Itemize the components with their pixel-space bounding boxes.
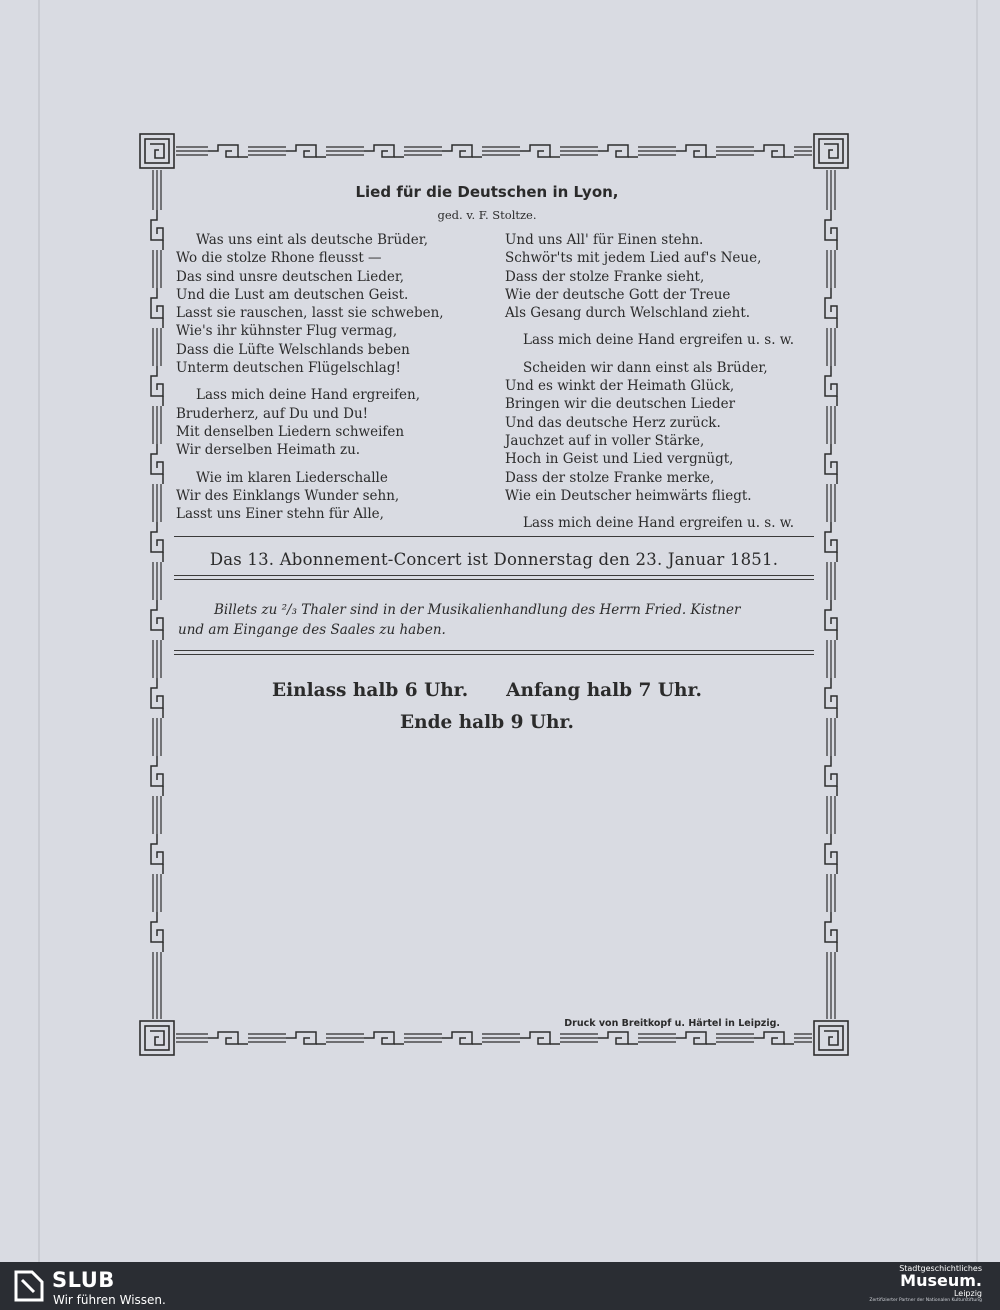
schedule xyxy=(160,675,814,739)
slub-name[interactable]: SLUB xyxy=(52,1268,115,1292)
poem-line: Und es winkt der Heimath Glück, xyxy=(505,378,735,395)
poem-line: Wie im klaren Liederschalle xyxy=(196,469,388,486)
concert-announcement: Das 13. Abonnement-Concert ist Donnerstag den 23. Januar 1851. xyxy=(209,550,779,569)
poem-line: Wo die stolze Rhone fleusst — xyxy=(176,250,382,267)
poem-refrain: Lass mich deine Hand ergreifen u. s. w. xyxy=(523,332,795,349)
double-divider xyxy=(174,575,814,580)
poem-right-column xyxy=(505,231,815,532)
ticket-info-line: Billets zu ²/₃ Thaler sind in der Musikalienhandlung des Herrn Fried. Kistner xyxy=(214,602,741,618)
poem-line: Dass der stolze Franke merke, xyxy=(505,469,715,486)
end-time: Ende halb 9 Uhr. xyxy=(400,712,574,733)
poem-author: ged. v. F. Stoltze. xyxy=(437,208,537,222)
printer-imprint: Druck von Breitkopf u. Härtel in Leipzig. xyxy=(564,1018,780,1029)
paper-fold xyxy=(976,0,978,1262)
slub-tagline: Wir führen Wissen. xyxy=(53,1293,166,1307)
poem-line: Lass mich deine Hand ergreifen, xyxy=(196,387,421,404)
poem-line: Wie der deutsche Gott der Treue xyxy=(505,286,731,303)
poem-line: Jauchzet auf in voller Stärke, xyxy=(505,432,705,449)
divider xyxy=(174,536,814,537)
museum-top-text: Stadtgeschichtliches xyxy=(899,1264,982,1273)
start-time: Anfang halb 7 Uhr. xyxy=(506,680,702,701)
poem-line: Dass der stolze Franke sieht, xyxy=(505,268,705,285)
poem-line: Scheiden wir dann einst als Brüder, xyxy=(523,359,768,376)
poem-line: Bruderherz, auf Du und Du! xyxy=(176,405,369,422)
museum-name: Museum. xyxy=(900,1271,982,1290)
poem-title: Lied für die Deutschen in Lyon, xyxy=(355,183,619,201)
poem-left-column xyxy=(176,231,486,523)
poem-line: Als Gesang durch Welschland zieht. xyxy=(505,305,751,322)
museum-logo[interactable] xyxy=(842,1264,982,1304)
poem-line: Dass die Lüfte Welschlands beben xyxy=(176,341,410,358)
poem-line: Wir des Einklangs Wunder sehn, xyxy=(176,487,400,504)
concert-program xyxy=(160,165,814,1045)
poem-refrain: Lass mich deine Hand ergreifen u. s. w. xyxy=(523,515,795,532)
ticket-info-line: und am Eingange des Saales zu haben. xyxy=(178,622,446,638)
poem-line: Mit denselben Liedern schweifen xyxy=(176,423,405,440)
poem-line: Lasst sie rauschen, lasst sie schweben, xyxy=(176,305,444,322)
slub-logo-icon[interactable] xyxy=(12,1268,46,1304)
poem-line: Das sind unsre deutschen Lieder, xyxy=(176,268,405,285)
poem-line: Bringen wir die deutschen Lieder xyxy=(505,396,736,413)
poem-line: Schwör'ts mit jedem Lied auf's Neue, xyxy=(505,250,762,267)
poem-line: Wir derselben Heimath zu. xyxy=(176,442,361,459)
paper-fold xyxy=(38,0,40,1262)
museum-city: Leipzig xyxy=(953,1289,982,1298)
admission-time: Einlass halb 6 Uhr. xyxy=(272,680,469,701)
poem-line: Was uns eint als deutsche Brüder, xyxy=(196,232,429,248)
poem-line: Lasst uns Einer stehn für Alle, xyxy=(176,506,384,523)
ticket-info xyxy=(178,600,818,640)
viewer-footer xyxy=(0,1262,1000,1310)
poem-line: Wie ein Deutscher heimwärts fliegt. xyxy=(505,487,752,504)
poem-line: Hoch in Geist und Lied vergnügt, xyxy=(505,451,734,468)
double-divider xyxy=(174,650,814,655)
poem-line: Wie's ihr kühnster Flug vermag, xyxy=(176,323,398,340)
poem-line: Und uns All' für Einen stehn. xyxy=(505,232,704,248)
poem-line: Und die Lust am deutschen Geist. xyxy=(176,286,409,303)
museum-note: Zertifizierter Partner der Nationalen Kulturstiftung xyxy=(869,1298,982,1303)
poem-line: Unterm deutschen Flügelschlag! xyxy=(176,360,401,377)
poem-line: Und das deutsche Herz zurück. xyxy=(505,414,721,431)
